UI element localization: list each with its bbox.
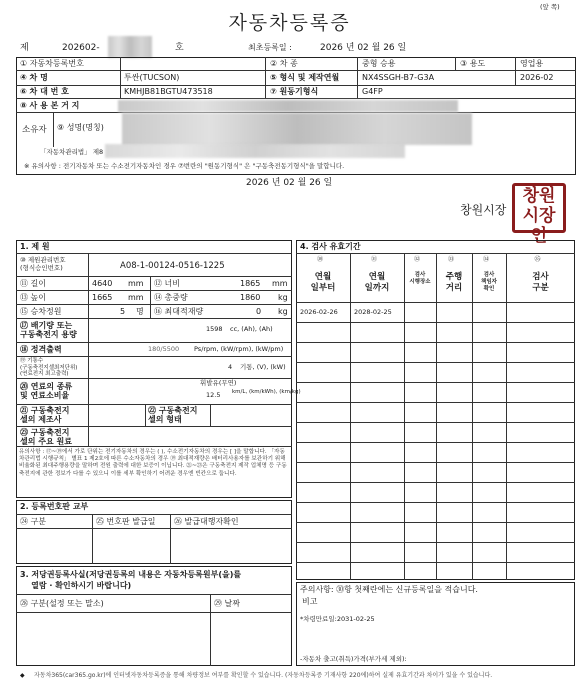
height-unit: mm [128, 293, 144, 302]
owner-label: 소유자 [22, 125, 47, 135]
plate-col-agent: ㉖ 발급대행자확인 [174, 517, 239, 526]
usage-value: 영업용 [520, 59, 544, 68]
inspection-col-header-6: 검사 구분 [532, 272, 549, 293]
length-value: 4640 [92, 279, 113, 288]
fuel-label: ⑳ 연료의 종류 및 연료소비율 [20, 382, 73, 400]
reg-no-redaction [108, 36, 152, 58]
inspection-col-header-4: 주행 거리 [445, 272, 463, 293]
gross-weight-unit: kg [278, 293, 288, 302]
inspection-col-num-1: ㉚ [317, 256, 324, 263]
height-label: ⑬ 높이 [20, 293, 46, 302]
type-approval-label: ⑩ 제원관리번호 (형식승인번호) [20, 256, 66, 272]
address-redaction [118, 100, 458, 112]
reg-no-label: 제 [20, 43, 29, 53]
usage-label: ③ 용도 [460, 59, 486, 68]
cylinders-label: ⑲ 기통수 (구동축전지셀최저단위) (연료전지 최고출력) [20, 358, 78, 377]
power-label: ⑱ 정격출력 [20, 345, 62, 354]
inspection-col-num-3: ㉜ [414, 256, 421, 263]
width-label: ⑫ 너비 [154, 279, 180, 288]
reg-no-suffix: 호 [175, 43, 184, 53]
fuel-type: 휘발유(무연) [200, 379, 237, 387]
inspection-row1-from: 2026-02-26 [300, 308, 338, 316]
inspection-col-num-4: ㉝ [448, 256, 455, 263]
inspection-col-header-2: 연월 일까지 [364, 272, 390, 293]
battery-form-label: ㉒ 구동축전지 셀의 형태 [148, 406, 198, 424]
power-value: 180/5500 [148, 345, 180, 353]
max-load-unit: kg [278, 307, 288, 316]
seats-unit: 명 [136, 307, 144, 316]
release-price: -자동차 출고(취득)가격(부가세 제외): [300, 655, 407, 663]
specs-title: 1. 제 원 [20, 242, 50, 251]
first-reg-label: 최초등록일 : [248, 43, 292, 52]
displacement-value: 1598 [206, 325, 223, 333]
footer-note: 자동차365(car365.go.kr)에 인터넷자동차등록증을 통해 차량정보 여부를 확인할 수 있습니다. (자동차등록증 기재사항 220에)하여 실제 유효기간과 차이가 있을 수 있습니다. [34, 672, 493, 679]
displacement-unit: cc, (Ah), (Ah) [230, 325, 273, 333]
plate-col-date: ㉕ 번호판 발급일 [96, 517, 156, 526]
vehicle-expiry: *차령만료일:2031-02-25 [300, 615, 375, 623]
corner-mark: (앞 쪽) [540, 3, 560, 11]
official-seal: 창원 시장인 [512, 183, 566, 233]
max-load-label: ⑯ 최대적재량 [154, 307, 204, 316]
owner-redaction [122, 113, 472, 145]
footer-bullet: ◆ [20, 672, 25, 679]
max-load-value: 0 [256, 307, 262, 316]
length-label: ⑪ 길이 [20, 279, 46, 288]
cylinders-unit: 기통, (V), (kW) [240, 363, 286, 371]
law-note: 「자동차관리법」 제8 [40, 148, 104, 156]
model-name-label: ④ 차 명 [20, 73, 48, 82]
first-reg-date: 2026 년 02 월 26 일 [320, 43, 407, 53]
engine-type-label: ⑦ 원동기형식 [270, 87, 319, 96]
reg-no-value: 202602- [62, 43, 100, 53]
law-note-redaction [105, 144, 405, 158]
remarks-title: 주의사항: ㉚항 첫째란에는 신규등록일을 적습니다. [300, 585, 478, 594]
engine-type-value: G4FP [362, 87, 383, 96]
issuer: 창원시장 [460, 203, 507, 217]
manufacture-date: 2026-02 [520, 73, 554, 82]
plate-col-category: ㉔ 구분 [20, 517, 46, 526]
remarks-note-label: 비고 [302, 597, 318, 606]
base-location-label: ⑧ 사 용 본 거 지 [20, 101, 80, 110]
gross-weight-value: 1860 [240, 293, 261, 302]
type-label: ⑤ 형식 및 제작연월 [270, 73, 340, 82]
seats-value: 5 [120, 307, 126, 316]
mortgage-col-type: ㉘ 구분(설정 또는 말소) [20, 599, 104, 608]
fuel-unit: km/L, (km/kWh), (km/kg) [232, 389, 301, 395]
document-title: 자동차등록증 [228, 12, 351, 34]
width-unit: mm [272, 279, 288, 288]
vin-label: ⑥ 차 대 번 호 [20, 87, 69, 96]
length-unit: mm [128, 279, 144, 288]
vin-value: KMHJB81BGTU473518 [124, 87, 213, 96]
reg-number-label: ① 자동차등록번호 [20, 59, 84, 68]
specs-note: 유의사항 : ⑰~⑲에서 가로 단위는 전기자동차의 경우는 ( ), 수소전기자동차의 경우는 [ ]을 말합니다. 「자동차관리법 시행규칙」 별표 1 제2호에 따른 수소자동차의 경우 ⑲ 최대적재량은 배터리사용자를 보관하기 위해 비율화된 최대주행용량을 말하며 전원 출력에 대한 보증이 이닙니다. ㉑~㉓은 구동축전지 제작 업체명 등 구동축전지에 관한 정보가 다를 수 있으니 이를 세부 확인하기 어려운 경우엔 빈칸으로 둡니다. [19, 449, 287, 477]
type-approval-value: A08-1-00124-0516-1225 [120, 261, 225, 271]
remarks-section [296, 582, 575, 666]
warning-note: ※ 유의사항 : 전기자동차 또는 수소전기자동차인 경우 ⑦번란의 "원동기형식" 은 "구동축전동기형식"을 말합니다. [24, 162, 345, 170]
power-unit: Ps/rpm, (kW/rpm), (kW/pm) [194, 345, 284, 353]
cylinders-value: 4 [228, 363, 233, 371]
vehicle-class-value: 중형 승용 [362, 59, 396, 68]
inspection-col-header-1: 연월 일부터 [310, 272, 336, 293]
height-value: 1665 [92, 293, 113, 302]
seats-label: ⑮ 승차정원 [20, 307, 62, 316]
inspection-col-header-5: 검사 책임자 확인 [481, 272, 497, 292]
owner-name-label: ⑨ 성명(명칭) [57, 123, 104, 132]
inspection-title: 4. 검사 유효기간 [300, 242, 361, 251]
fuel-efficiency: 12.5 [206, 391, 221, 399]
battery-material-label: ㉓ 구동축전지 셀의 주요 원료 [20, 428, 72, 446]
width-value: 1865 [240, 279, 261, 288]
inspection-col-header-3: 검사 시행장소 [409, 272, 431, 285]
mortgage-col-date: ㉙ 날짜 [214, 599, 240, 608]
type-value: NX4SSGH-B7-G3A [362, 73, 435, 82]
gross-weight-label: ⑭ 총중량 [154, 293, 188, 302]
inspection-col-num-6: ㉟ [534, 256, 541, 263]
model-name-value: 투싼(TUCSON) [124, 73, 180, 82]
issue-date: 2026 년 02 월 26 일 [246, 178, 333, 188]
inspection-col-num-5: ㉞ [483, 256, 490, 263]
inspection-row1-to: 2028-02-25 [354, 308, 392, 316]
inspection-col-num-2: ㉛ [371, 256, 378, 263]
displacement-label: ⑰ 배기량 또는 구동축전지 용량 [20, 321, 77, 339]
vehicle-class-label: ② 차 종 [270, 59, 298, 68]
mortgage-title: 3. 저당권등록사실(저당권등록의 내용은 자동차등록원부(을)를 열람 · 확인하시기 바랍니다) [20, 570, 242, 590]
battery-maker-label: ㉑ 구동축전지 셀의 제조사 [20, 406, 70, 424]
plate-title: 2. 등록번호판 교부 [20, 502, 89, 511]
